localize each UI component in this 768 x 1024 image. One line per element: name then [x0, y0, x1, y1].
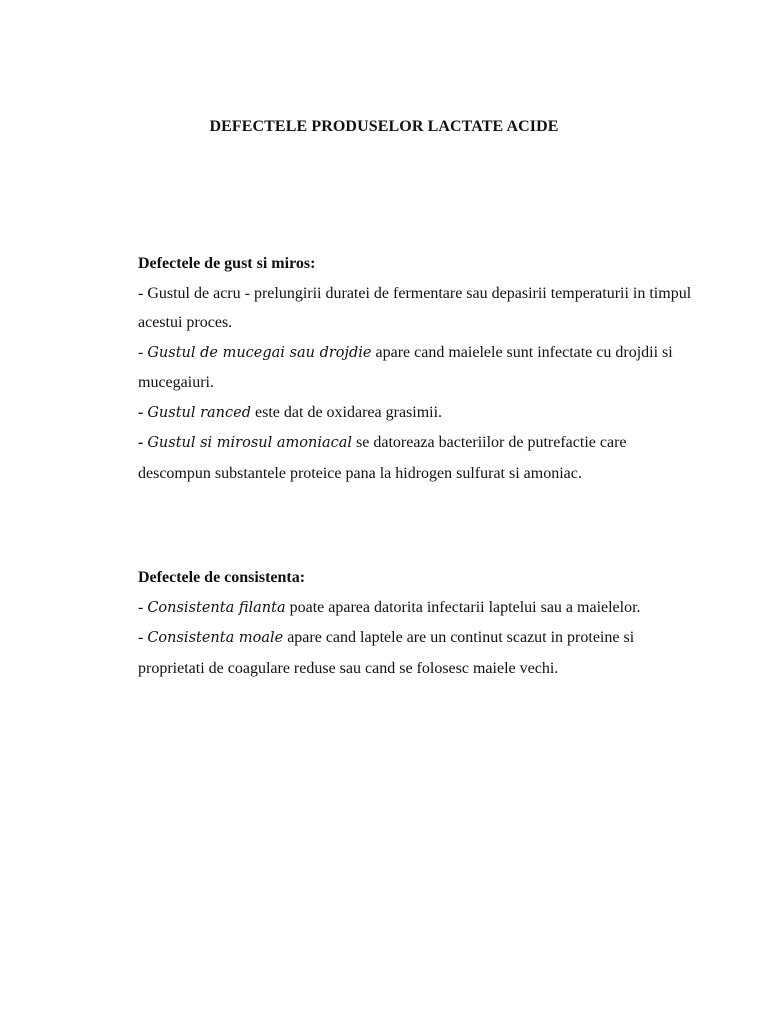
paragraph-text: apare cand laptele are un continut scazut in proteine si proprietati de coagulare reduse sau cand se folosesc maiele vechi.	[138, 629, 635, 677]
paragraph	[138, 338, 698, 398]
list-dash: -	[138, 598, 148, 616]
paragraph-text: este dat de oxidarea grasimii.	[251, 403, 443, 421]
section-heading: Defectele de gust si miros:	[138, 255, 316, 272]
paragraph-text: apare cand maielele sunt infectate cu drojdii si mucegaiuri.	[138, 343, 673, 391]
paragraph	[138, 593, 698, 624]
list-dash: -	[138, 403, 148, 421]
paragraph	[138, 428, 698, 488]
paragraph	[138, 398, 698, 429]
italic-term: Gustul ranced	[147, 404, 252, 421]
list-dash: -	[138, 629, 148, 646]
italic-term: Consistenta moale	[147, 630, 284, 646]
paragraph-text: poate aparea datorita infectarii laptelui sau a maielelor.	[285, 598, 641, 616]
section-consistency	[138, 563, 698, 683]
section-taste-smell	[138, 249, 698, 488]
list-dash: -	[138, 343, 148, 361]
italic-term: Gustul si mirosul amoniacal	[147, 435, 353, 451]
paragraph-text: se datoreaza bacteriilor de putrefactie care descompun substantele proteice pana la hidrogen sulfurat si amoniac.	[138, 434, 627, 482]
paragraph: - Gustul de acru - prelungirii duratei de fermentare sau depasirii temperaturii in timpul acestui proces.	[138, 284, 692, 331]
list-dash: -	[138, 434, 148, 451]
paragraph	[138, 623, 698, 683]
document-title: DEFECTELE PRODUSELOR LACTATE ACIDE	[209, 118, 559, 135]
section-heading: Defectele de consistenta:	[138, 569, 306, 586]
italic-term: Consistenta filanta	[147, 599, 286, 616]
italic-term: Gustul de mucegai sau drojdie	[147, 344, 372, 361]
